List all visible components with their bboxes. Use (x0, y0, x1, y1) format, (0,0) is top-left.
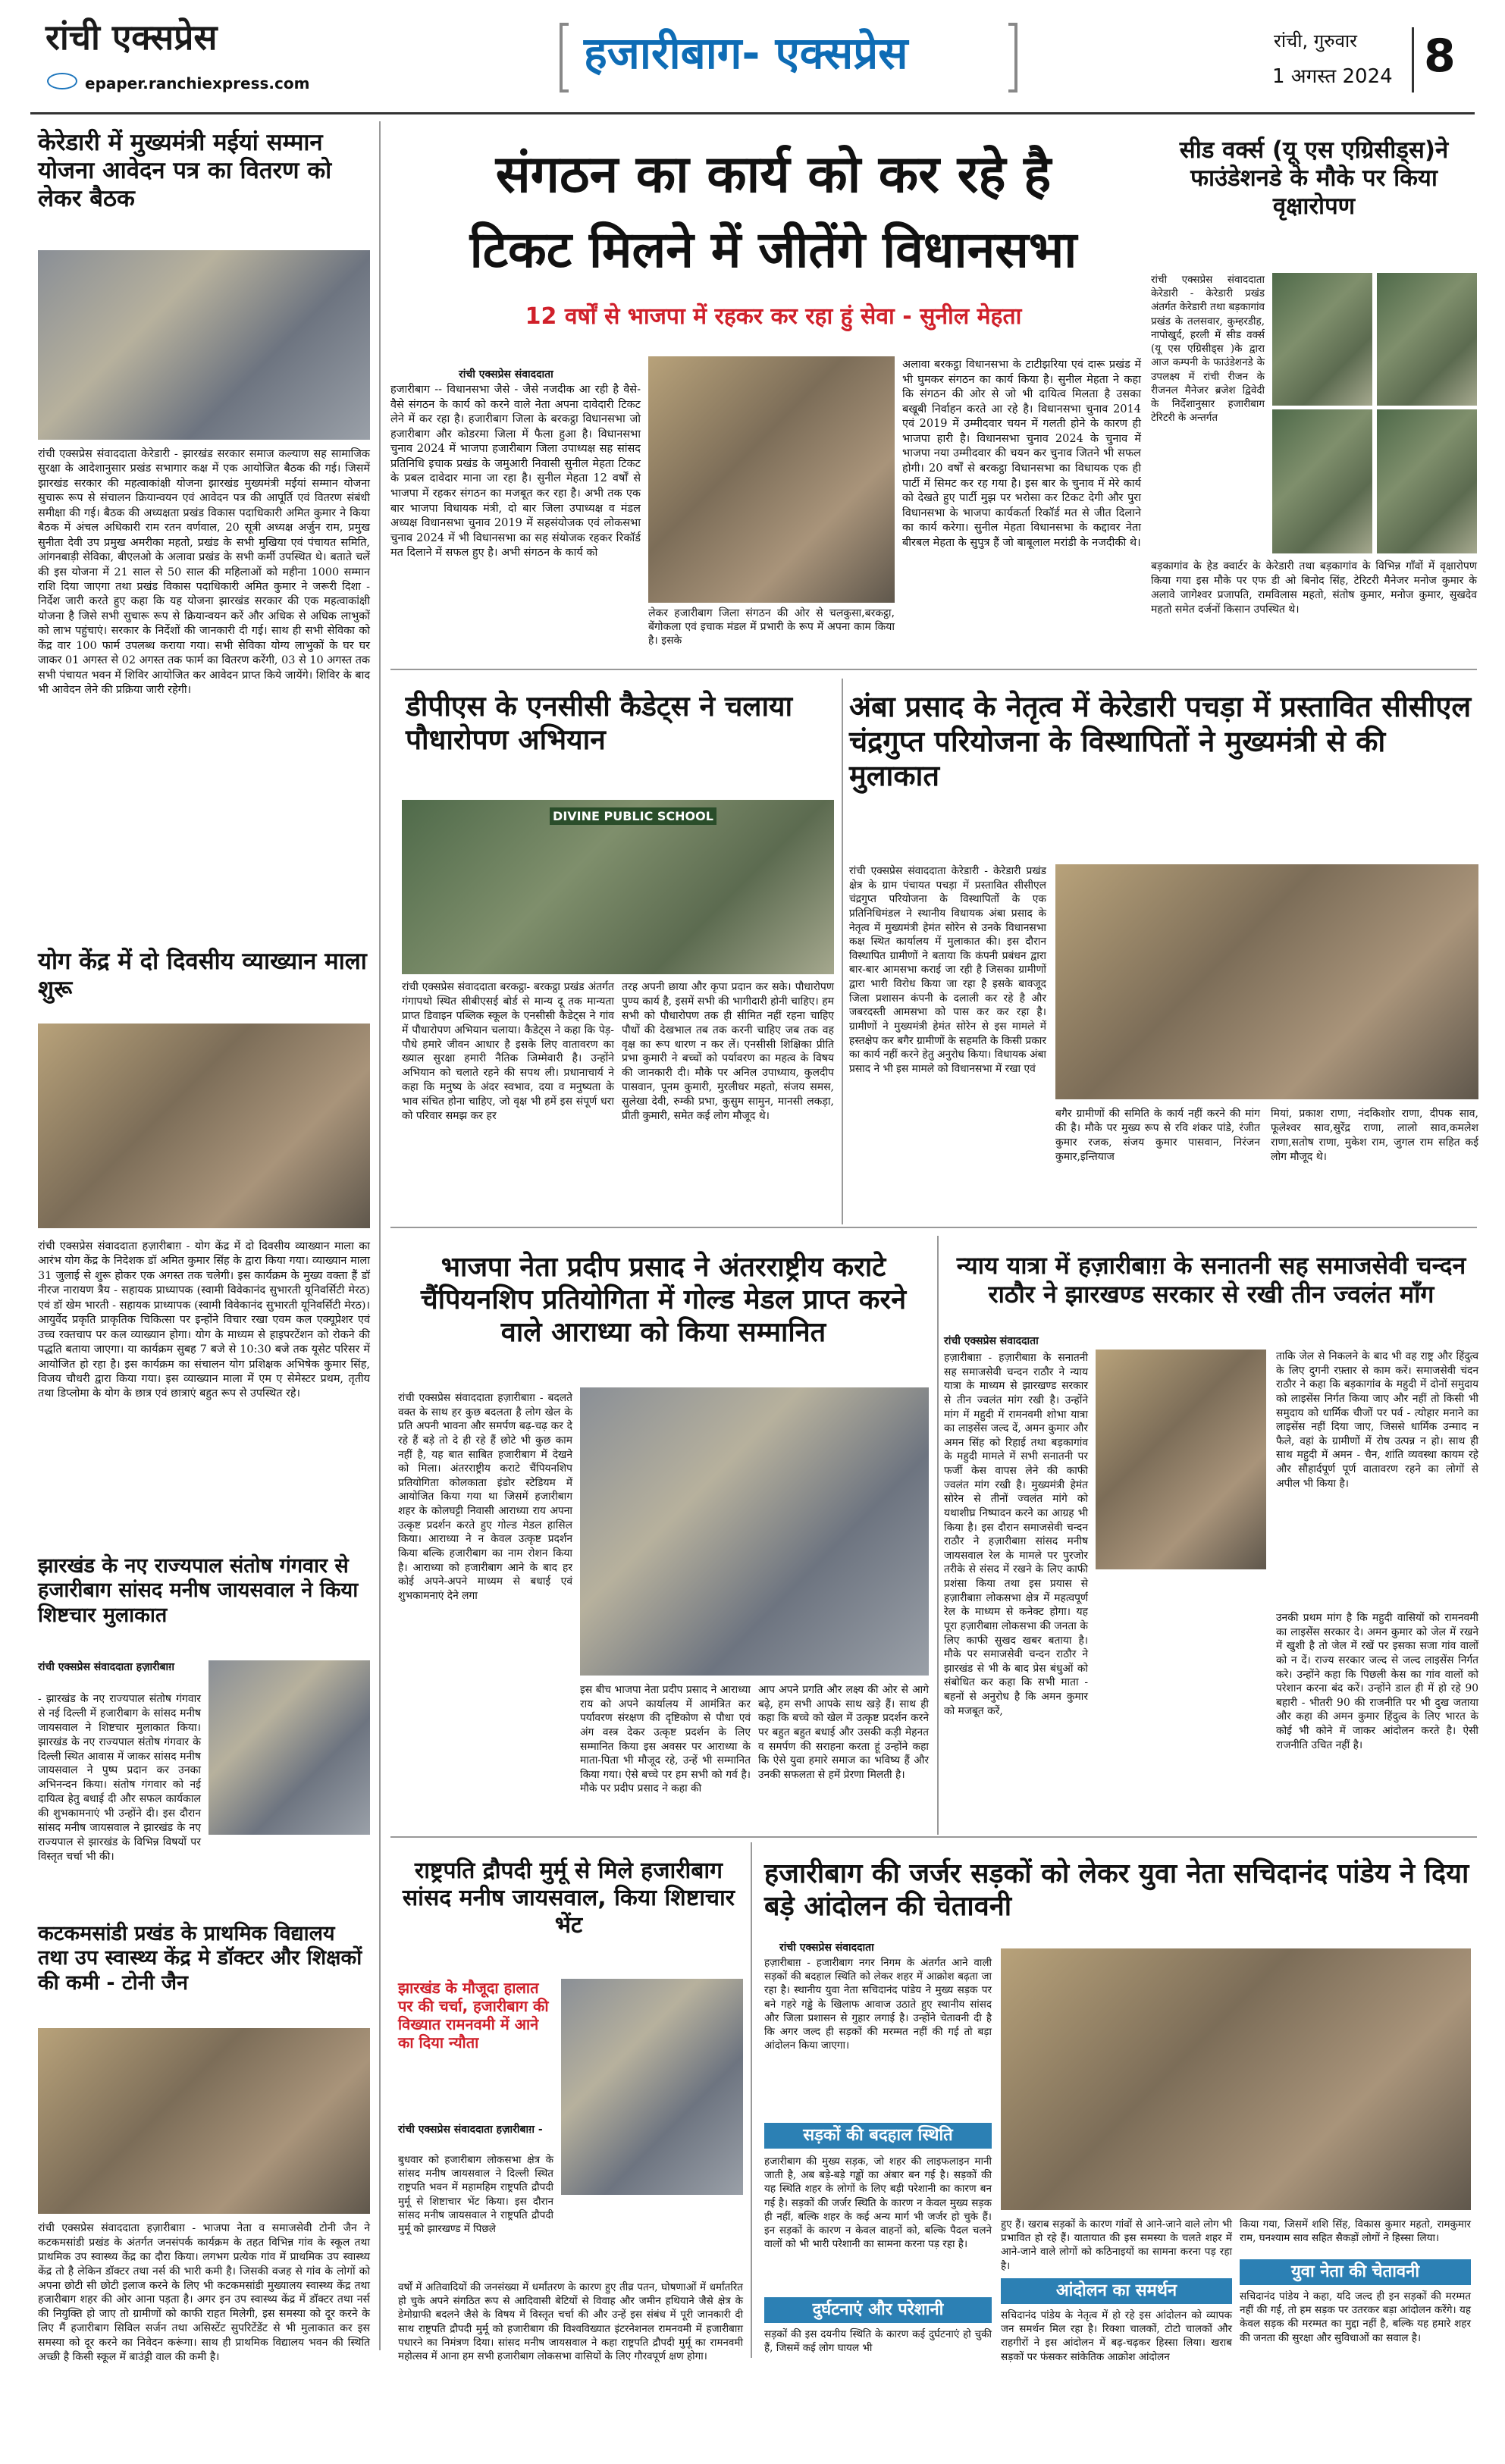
photo-plantation-4 (1377, 409, 1477, 553)
headline-amba: अंबा प्रसाद के नेतृत्व में केरेडारी पचड़ा में प्रस्तावित सीसीएल चंद्रगुप्त परियोजना के विस्थापितों ने मुख्यमंत्री से की मुलाकात (849, 690, 1472, 793)
red-box-highlight: झारखंड के मौजूदा हालात पर की चर्चा, हजारीबाग की विख्यात रामनवमी में आने का दिया न्यौता (398, 1979, 549, 2052)
photo-president-meeting (561, 1979, 743, 2195)
story-keredari-meeting: रांची एक्सप्रेस संवाददाता केरेडारी - झारखंड सरकार समाज कल्याण सह सामाजिक सुरक्षा के आदेशानुसार प्रखंड सभागार कक्ष में एक आयोजित बैठक की गई। जिसमें झारखंड सरकार की महत्वाकांक्षी योजना झारखंड मुख्यमंत्री मईयां सम्मान योजना सुचारू रूप से संचालन क्रियान्वयन एवं आवेदन पत्र की आपूर्ति एवं वितरण संबंधी समीक्षा की गई। बैठक की अध्यक्षता प्रखंड विकास पदाधिकारी अमित कुमार ने किया बैठक में अंचल अधिकारी राम रतन वर्णवाल, 20 सूत्री अध्यक्ष अर्जुन राम, प्रमुख सुनीता देवी उप प्रमुख अमरीका महतो, प्रखंड के सभी मुखिया एवं पंचायत समिति, आंगनबाड़ी सेविका, बीएलओ के अलावा प्रखंड के सभी कर्मी उपस्थित थे। बताते चलें की इस योजना में 21 साल से 50 साल की महिलाओं को महीना 1000 सम्मान राशि दिया जाएगा तथा प्रखंड विकास पदाधिकारी अमित कुमार ने जरूरी दिशा - निर्देश जारी करते हुए कहा कि यह योजना झारखंड सरकार की एक महत्वाकांक्षी योजना है जिसे सभी सुचारू रूप से क्रियान्वयन करें और अधिक से अधिक लाभुकों को लाभ पहुंचाएं। सरकार के निर्देशों की जानकारी दी गई। साथ ही सभी सेविका को केंद्र वार 100 फार्म उपलब्ध कराया गया। सभी सेविका योग्य लाभुकों के घर घर जाकर 01 अगस्त से 02 अगस्त तक फार्म का वितरण करेंगी, 03 से 10 अगस्त तक सभी पंचायत भवन में शिविर आयोजित कर आवेदन प्राप्त किये जायेंगे। शिविर के बाद भी आवेदन लेने की प्रक्रिया जारी रहेगी। (38, 448, 370, 696)
seed-works-story (1151, 121, 1477, 667)
story-karate-col1: रांची एक्सप्रेस संवाददाता हज़ारीबाग़ - बदलते वक्त के साथ हर कुछ बदलता है लोग खेल के प्रति अपनी भावना और समर्पण बढ़-चढ़ कर दे रहे हैं बड़े तो दे ही रहे हैं छोटे भी कुछ काम नहीं है, यह बात साबित हजारीबाग में देखने को मिला। अंतरराष्ट्रीय कराटे चैंपियनशिप प्रतियोगिता कोलकाता इंडोर स्टेडियम में आयोजित किया गया था जिसमें हजारीबाग शहर के कोलघट्टी निवासी आराध्या राय अपना उत्कृष्ट प्रदर्शन करते हुए गोल्ड मेडल हासिल किया। आराध्या ने न केवल उत्कृष्ट प्रदर्शन किया बल्कि हजारीबाग का नाम रोशन किया है। आराध्या को हजारीबाग आने के बाद हर कोई अपने-अपने माध्यम से बधाई एवं शुभकामनाएं देने लगा (398, 1392, 572, 1602)
lead-byline: रांची एक्सप्रेस संवाददाता (459, 368, 553, 381)
headline-karate: भाजपा नेता प्रदीप प्रसाद ने अंतरराष्ट्रीय कराटे चैंपियनशिप प्रतियोगिता में गोल्ड मेडल प्राप्त करने वाले आराध्या को किया सम्मानित (420, 1252, 907, 1349)
byline-roads: रांची एक्सप्रेस संवाददाता (779, 1942, 874, 1954)
karate-story (390, 1236, 933, 1835)
story-nyay-col2b: उनकी प्रथम मांग है कि महुदी वासियों को रामनवमी का लाइसेंस सरकार दे। अमन कुमार को जेल में रखने में खुशी है तो जेल में रखें पर इसका सजा गांव वालों को न दें। राज्य सरकार जल्द से जल्द लाइसेंस निर्गत करे। उन्होंने कहा कि पिछली केस का गांव वालों को परेशान करना बंद करें। उन्होंने डाल ही में हो रहे 90 बहारी - भीतरी 90 की राजनीति पर भी दुख जताया और कहा की अमन कुमार हिंदुत्व के लिए भारत के कोई भी कोने में जाकर आंदोलन करते है। ऐसी राजनीति उचित नहीं है। (1276, 1612, 1478, 1751)
lead-col1: हजारीबाग -- विधानसभा जैसे - जैसे नजदीक आ रही है वैसे- वैसे संगठन के कार्य को करने वाले नेता अपना दावेदारी टिकट लेने में कर रहा है। हजारीबाग जिला के बरकट्ठा विधानसभा जो हजारीबाग और कोडरमा जिला में फैला हुआ है। विधानसभा चुनाव 2024 में भाजपा हजारीबाग जिला उपाध्यक्ष सह सांसद प्रतिनिधि इचाक प्रखंड के जमुआरी निवासी सुनील मेहता टिकट के प्रबल दावेदार माना जा रहा है। सुनील मेहता 12 वर्षों से भाजपा में रहकर संगठन का मजबूत कर रहा है। अभी तक एक बार भाजपा विधायक मंत्री, दो बार जिला उपाध्यक्ष व मंडल अध्यक्ष विधानसभा चुनाव 2019 में सहसंयोजक एवं लोकसभा चुनाव 2024 में भी विधानसभा का सह संयोजक रहकर रिकॉर्ड मत दिलाने में सफल हुए है। अभी संगठन के कार्य को (390, 384, 641, 560)
headline-yoga: योग केंद्र में दो दिवसीय व्याख्यान माला शुरू (38, 948, 367, 1004)
story-yoga: रांची एक्सप्रेस संवाददाता हज़ारीबाग़ - योग केंद्र में दो दिवसीय व्याख्यान माला का आरंभ योग केंद्र के निदेशक डॉ अमित कुमार सिंह के द्वारा किया गया। व्याख्यान माला 31 जुलाई से शुरू होकर एक अगस्त तक चलेगी। इस कार्यक्रम के मुख्य वक्ता हैं डॉ नीरज नारायण त्रैय - सहायक प्राध्यापक (स्वामी विवेकानंद सुभारती यूनिवर्सिटी मेरठ) एवं डॉ खेम भारती - सहायक प्राध्यापक (स्वामी विवेकानंद सुभारती यूनिवर्सिटी मेरठ)। आयुर्वेद प्रकृति प्राकृतिक चिकित्सा पर इन्होंने विचार रखा एवम कल एक्यूप्रेशर एवं उच्च रक्तचाप पर कल व्याख्यान होगा। योग के माध्यम से हाइपरटेंशन को रोकने की पद्धति बताया जाएगा। या कार्यक्रम सुबह 7 बजे से 10:30 बजे तक यूसेट परिसर में आयोजित हो रहा है। इस कार्यक्रम का संचालन योग प्रशिक्षक अभिषेक कुमार सिंह, विजय चौधरी द्वारा किया गया। इस व्याख्यान माला में एम ए सेमेस्टर प्रथम, तृतीय तथा डिप्लोमा के योग के छात्र एवं छात्राएं बहुत रूप से उपस्थित रहे। (38, 1240, 370, 1400)
story-president-full: वर्षों में अतिवादियों की जनसंख्या में धर्मांतरण के कारण हुए तीव्र पतन, घोषणाओं में धर्मांतरित हो चुके अपने संगठित रूप से आदिवासी बेटियों से विवाह और जमीन हथियाने जैसे क्षेत्र के डेमोग्राफी बदलने जैसे के विषय में विस्तृत चर्चा की और उन्हें इस संबंध में पूरी जानकारी दी साथ राष्ट्रपति द्रौपदी मुर्मू को हजारीबाग की विश्वविख्यात इंटरनेशनल रामनवमी में हजारीबाग़ पधारने का निमंत्रण दिया। सांसद मनीष जायसवाल ने कहा राष्ट्रपति द्रौपदी मुर्मू का रामनवमी महोत्सव में आना हम सभी हजारीबाग लोकसभा वासियों के लिए गौरवपूर्ण क्षण होगा। (398, 2281, 743, 2363)
section-title: हजारीबाग- एक्सप्रेस (584, 27, 908, 79)
story-nyay-col1: हज़ारीबाग़ - हज़ारीबाग़ के सनातनी सह समाजसेवी चन्दन राठौर ने न्याय यात्रा के माध्यम से झारखण्ड सरकार से तीन ज्वलंत मांग रखी है। उन्होंने मांग में महुदी में रामनवमी शोभा यात्रा का लाइसेंस जल्द दें, अमन कुमार और अमन सिंह को रिहाई तथा बड़कागांव के महुदी मामले में सभी सनातनी पर फर्जी केस वापस लेने की काफी ज्वलंत मांग रखी है। मुख्यमंत्री हेमंत सोरेन से तीनों ज्वलंत मांगे को यथाशीघ्र निष्पादन करने का आग्रह भी किया है। इस दौरान समाजसेवी चन्दन राठौर ने हज़ारीबाग़ सांसद मनीष जायसवाल रेल के मामले पर पुरजोर तरीके से संसद में रखने के लिए काफी प्रशंसा किया तथा इस प्रयास से हज़ारीबाग़ लोकसभा क्षेत्र में महत्वपूर्ण रेल के माध्यम से कनेक्ट होगा। यह पूरा हज़ारीबाग़ लोकसभा की जनता के लिए काफी सुखद खबर बताया है। मौके पर समाजसेवी चन्दन राठौर ने झारखंड से भी के बाद प्रेस बंधुओं को संबोधित कर कहा कि सभी माता - बहनों से अनुरोध है कि अमन कुमार को मजबूत करें, (944, 1352, 1088, 1717)
story-roads-col2: हुए हैं। खराब सड़कों के कारण गांवों से आने-जाने वाले लोग भी प्रभावित हो रहे हैं। यातायात की इस समस्या के चलते शहर में आने-जाने वाले लोगों को कठिनाइयों का सामना करना पड़ रहा है। (1001, 2218, 1232, 2272)
story-nyay-col2a: ताकि जेल से निकलने के बाद भी वह राष्ट्र और हिंदुत्व के लिए दुगनी रफ़्तार से काम करें। समाजसेवी चंदन राठौर ने कहा कि बड़कागांव के महुदी में दोनों समुदाय को लाइसेंस निर्गत किया जाए और नहीं तो किसी भी समुदाय को धार्मिक चीजों पर पर्व - त्योहार मनाने का लाइसेंस नहीं दिया जाए, जिससे धार्मिक उन्माद न फैले, वहां के ग्रामीणों में रोष उत्पन्न न हो। साथ ही साथ महुदी में अमन - चैन, शांति व्यवस्था कायम रहे और सौहार्दपूर्ण पूर्ण वातावरण रहने का लोगों से अपील भी किया है। (1276, 1350, 1478, 1490)
page-number: 8 (1424, 30, 1456, 83)
logo: रांची एक्सप्रेस (45, 17, 218, 58)
photo-ncc-cadets (402, 800, 834, 974)
lead-photo-caption: लेकर हजारीबाग जिला संगठन की ओर से चलकुसा,बरकट्ठा, बेंगोकला एवं इचाक मंडल में प्रभारी के रूप में अपना काम किया है। इसके (648, 607, 895, 647)
photo-cm-meeting (1055, 864, 1478, 1099)
column-rule-karate (937, 1236, 939, 1835)
byline-governor: रांची एक्सप्रेस संवाददाता हज़ारीबाग़ (38, 1661, 174, 1673)
story-katkamsandi: रांची एक्सप्रेस संवाददाता हज़ारीबाग़ - भाजपा नेता व समाजसेवी टोनी जैन ने कटकमसांडी प्रखंड के अंतर्गत जनसंपर्क कार्यक्रम के तहत विभिन्न गांव के स्कूल तथा प्राथमिक उप स्वास्थ्य केंद्र का दौरा किया। लगभग प्रत्येक गांव में प्राथमिक उप स्वास्थ्य केंद्र तो है लेकिन डॉक्टर तथा नर्स की भारी कमी है। जिसकी वजह से गांव के लोगों को अपना छोटी सी छोटी इलाज करने के लिए भी कटकमसांडी मुख्यालय स्वास्थ्य केंद्र तथा हजारीबाग शहर की ओर आना पड़ता है। अगर इन उप स्वास्थ्य केंद्र में डॉक्टर तथा नर्स की नियुक्ति हो जाए तो ग्रामीणों को काफी राहत मिलेगी, इस समस्या को दूर करने के लिए मैं हजारीबाग सिविल सर्जन तथा असिस्टेंट सुपरिटेंडेंट से भी मुलाकात कर इस समस्या को दूर करने का निवेदन करूंगा। साथ ही प्राथमिक विद्यालय भवन की स्थिति अच्छी है किसी स्कूल में बाउंड्री वाल की कमी है। (38, 2222, 370, 2364)
column-rule-mid (842, 679, 843, 1224)
lead-headline-2: टिकट मिलने में जीतेंगे विधानसभा (469, 221, 1077, 279)
logo-mark-icon (47, 73, 77, 89)
headline-governor: झारखंड के नए राज्यपाल संतोष गंगवार से हजारीबाग सांसद मनीष जायसवाल ने किया शिष्टचार मुलाकात (38, 1554, 359, 1627)
headline-dps: डीपीएस के एनसीसी कैडेट्स ने चलाया पौधारोपण अभियान (406, 690, 793, 757)
story-roads-col3: किया गया, जिसमें शशि सिंह, विकास कुमार महतो, रामकुमार राम, घनश्याम साव सहित सैकड़ों लोगों ने हिस्सा लिया। (1240, 2218, 1471, 2245)
label-accidents: दुर्घटनाएं और परेशानी (764, 2297, 992, 2323)
story-roads-col2b: सचिदानंद पांडेय के नेतृत्व में हो रहे इस आंदोलन को व्यापक जन समर्थन मिल रहा है। रिक्शा चालकों, टोटो चालकों और राहगीरों ने इस आंदोलन में बढ़-चढ़कर हिस्सा लिया। खराब सड़कों पर फंसकर सांकेतिक आक्रोश आंदोलन (1001, 2309, 1232, 2363)
story-roads-col3b: सचिदानंद पांडेय ने कहा, यदि जल्द ही इन सड़कों की मरम्मत नहीं की गई, तो हम सड़क पर उतरकर बड़ा आंदोलन करेंगे। यह केवल सड़क की मरम्मत का मुद्दा नहीं है, बल्कि यह हमारे शहर की जनता की सुरक्षा और सुविधाओं का सवाल है। (1240, 2290, 1471, 2344)
story-nyay-col1-lower (944, 1607, 1266, 1827)
byline-president: रांची एक्सप्रेस संवाददाता हज़ारीबाग़ - (398, 2124, 543, 2136)
photo-meeting (38, 250, 370, 440)
headline-president: राष्ट्रपति द्रौपदी मुर्मू से मिले हजारीबाग सांसद मनीष जायसवाल, किया शिष्टाचार भेंट (402, 1857, 735, 1939)
headline-katkamsandi: कटकमसांडी प्रखंड के प्राथमिक विद्यालय तथा उप स्वास्थ्य केंद्र मे डॉक्टर और शिक्षकों की कमी - टोनी जैन (38, 1922, 362, 1995)
story-amba-col2: बगैर ग्रामीणों की समिति के कार्य नहीं करने की मांग की है। मौके पर मुख्य रूप से रवि शंकर पांडे, रंजीत कुमार रजक, संजय कुमार पासवान, निरंजन कुमार,इन्तियाज (1055, 1108, 1260, 1163)
amba-story (849, 679, 1478, 1224)
story-governor: - झारखंड के नए राज्यपाल संतोष गंगवार से नई दिल्ली में हजारीबाग के सांसद मनीष जायसवाल ने शिष्टचार मुलाकात किया। झारखंड के नए राज्यपाल संतोष गंगवार के दिल्ली स्थित आवास में जाकर सांसद मनीष जायसवाल ने पुष्प प्रदान कर उनका अभिनन्दन किया। संतोष गंगवार को नई दायित्व हेतु बधाई दी और सफल कार्यकाल की शुभकामनाएं भी उन्होंने दी। इस दौरान सांसद मनीष जायसवाल ने झारखंड के नए राज्यपाल से झारखंड के विभिन्न विषयों पर विस्तृत चर्चा भी की। (38, 1693, 201, 1863)
headline-nyay: न्याय यात्रा में हज़ारीबाग़ के सनातनी सह समाजसेवी चन्दन राठौर ने झारखण्ड सरकार से रखी तीन ज्वलंत माँग (956, 1251, 1466, 1309)
epaper-url[interactable]: epaper.ranchiexpress.com (85, 74, 310, 92)
story-dps-col1: रांची एक्सप्रेस संवाददाता बरकट्ठा- बरकट्ठा प्रखंड अंतर्गत गंगापथो स्थित सीबीएसई बोर्ड से मान्य दू तक मान्यता प्राप्त डिवाइन पब्लिक स्कूल के एनसीसी कैडेट्स ने गांव में पौधारोपण अभियान चलाया। कैडेट्स ने कहा कि पेड़- पौधे हमारे जीवन आधार है इसके लिए वातावरण का ख्याल सुरक्षा हमारी नैतिक जिम्मेवारी है। उन्होंने अभियान को चलाते रहने की सपथ ली। प्रधानाचार्य ने कहा कि मनुष्य के अंदर स्वभाव, दया व मनुष्यता के भाव संचित होना चाहिए, जो वृक्ष भी हमें इस संपूर्ण धरा को परिवार समझ कर हर (402, 981, 614, 1123)
rule-mid-row (390, 1227, 1477, 1228)
nyay-story (944, 1236, 1478, 1835)
story-president-narrow: बुधवार को हजारीबाग लोकसभा क्षेत्र के सांसद मनीष जायसवाल ने दिल्ली स्थित राष्ट्रपति भवन में महामहिम राष्ट्रपति द्रौपदी मुर्मू से शिष्टाचार भेंट किया। इस दौरान सांसद मनीष जायसवाल ने राष्ट्रपति द्रौपदी मुर्मू को झारखण्ड में पिछले (398, 2154, 553, 2236)
left-column (38, 121, 370, 2364)
byline-nyay: रांची एक्सप्रेस संवाददाता (944, 1335, 1039, 1347)
dps-story (390, 679, 838, 1224)
story-seed-works-bottom: बड़कागांव के हेड क्वार्टर के केरेडारी तथा बड़कागांव के विभिन्न गाँवों में वृक्षारोपण किया गया इस मौके पर एफ डी ओ बिनोद सिंह, टेरिटरी मैनेजर मनोज कुमार के अलावे जागेश्वर प्रजापति, रामविलास महतो, संतोष कुमार, मनोज कुमार, सुखदेव महतो समेत दर्जनों किसान उपस्थित थे। (1151, 560, 1477, 616)
story-karate-col2: इस बीच भाजपा नेता प्रदीप प्रसाद ने आराध्या राय को अपने कार्यालय में आमंत्रित कर पर्यावरण संरक्षण की दृष्टिकोण से पौधा एवं अंग वस्त्र देकर उत्कृष्ट प्रदर्शन के लिए सम्मानित किया इस अवसर पर आराध्या के माता-पिता भी मौजूद रहे, उन्हें भी सम्मानित किया गया। ऐसे बच्चे पर हम सभी को गर्व है। मौके पर प्रदीप प्रसाद ने कहा की (580, 1684, 751, 1795)
section-bracket-left (560, 23, 569, 92)
headline-keredari-meeting: केरेडारी में मुख्यमंत्री मईयां सम्मान योजना आवेदन पत्र का वितरण को लेकर बैठक (38, 129, 332, 213)
divider-vertical (1412, 27, 1414, 92)
story-roads-body2: सड़कों की इस दयनीय स्थिति के कारण कई दुर्घटनाएं हो चुकी हैं, जिसमें कई लोग घायल भी (764, 2328, 992, 2355)
photo-karate-award (580, 1387, 929, 1676)
photo-katkamsandi (38, 2028, 370, 2214)
photo-governor (209, 1660, 370, 1835)
column-rule-president (751, 1842, 752, 2358)
photo-sunil-mehta (648, 356, 895, 603)
section-bracket-right (1008, 23, 1017, 92)
headline-seed-works: सीड वर्क्स (यू एस एग्रिसीड्स)ने फाउंडेशनडे के मौके पर किया वृक्षारोपण (1179, 136, 1449, 221)
story-roads-body1: हजारीबाग की मुख्य सड़क, जो शहर की लाइफलाइन मानी जाती है, अब बड़े-बड़े गड्ढों का अंबार बन गई है। सड़कों की यह स्थिति शहर के लोगों के लिए बड़ी परेशानी का कारण बन गई है। सड़कों की जर्जर स्थिति के कारण न केवल मुख्य सड़क ही नहीं, बल्कि शहर के कई अन्य मार्ग भी जर्जर हो चुके हैं। इन सड़कों के कारण न केवल वाहनों को, बल्कि पैदल चलने वालों को भी भारी परेशानी का सामना करना पड़ रहा है। (764, 2155, 992, 2251)
city-day: रांची, गुरुवार (1274, 30, 1357, 52)
story-dps-col2: तरह अपनी छाया और कृपा प्रदान कर सके। पौधारोपण पुण्य कार्य है, इसमें सभी की भागीदारी होनी चाहिए। हम सभी को पौधारोपण तक ही सीमित नहीं रहना चाहिए पौधों की देखभाल तब तक करनी चाहिए जब तक वह वृक्ष का रूप धारण न कर लें। एनसीसी शिक्षिका प्रीति प्रभा कुमारी ने बच्चों को पर्यावरण का महत्व के विषय की जानकारी दी। मौके पर अनिल उपाध्याय, कुलदीप पासवान, पूनम कुमारी, मुरलीधर महतो, संजय समस, सुलेखा देवी, रुम्की प्रभा, कुसुम सामुन, मानसी लकड़ा, प्रीती कुमारी, समेत कई लोग मौजूद थे। (622, 981, 834, 1123)
rule-lower-row (390, 1836, 1477, 1838)
lead-subhead: 12 वर्षों से भाजपा में रहकर कर रहा हुं सेवा - सुनील मेहता (525, 303, 1022, 330)
story-seed-works-top: रांची एक्सप्रेस संवाददाता केरेडारी - केरेडारी प्रखंड अंतर्गत केरेडारी तथा बड़कागांव प्रखंड के तलसवार, कुम्हरडीह, नापोखुर्द, हरली में सीड वर्क्स (यू एस एग्रिसीड्स )के द्वारा आज कम्पनी के फाउंडेशनडे के उपलक्ष्य में रांची रीजन के रीजनल मैनेजर ब्रजेश द्विवेदी के निर्देशानुसार हजारीबाग टेरिटरी के अन्तर्गत (1151, 274, 1265, 425)
rule-under-lead (390, 669, 1477, 670)
date: 1 अगस्त 2024 (1272, 65, 1393, 88)
lead-headline-1: संगठन का कार्य को कर रहे है (495, 145, 1052, 205)
school-sign: DIVINE PUBLIC SCHOOL (550, 807, 716, 825)
label-support: आंदोलन का समर्थन (1001, 2278, 1232, 2304)
president-story (390, 1842, 747, 2363)
photo-plantation-1 (1272, 273, 1372, 406)
photo-plantation-3 (1272, 409, 1372, 553)
label-warning: युवा नेता की चेतावनी (1240, 2259, 1471, 2285)
lead-story (390, 121, 1141, 667)
story-karate-col3: आप अपने प्रगति और लक्ष्य की ओर से आगे बढ़े, हम सभी आपके साथ खड़े हैं। साथ ही कहा कि बच्चे को खेल में उत्कृष्ट प्रदर्शन करने पर बहुत बहुत बधाई और उसकी कड़ी मेहनत व समर्पण की सराहना करता हूं उन्होंने कहा कि ऐसे युवा हमारे समाज का भविष्य हैं और उनकी सफलता से हमें प्रेरणा मिलती है। (758, 1684, 929, 1781)
photo-plantation-2 (1377, 273, 1477, 406)
story-amba: रांची एक्सप्रेस संवाददाता केरेडारी - केरेडारी प्रखंड क्षेत्र के ग्राम पंचायत पचड़ा में प्रस्तावित सीसीएल चंद्रगुप्त परियोजना के विस्थापितों के एक प्रतिनिधिमंडल ने स्थानीय विधायक अंबा प्रसाद के नेतृत्व में मुख्यमंत्री हेमंत सोरेन से उनके विधानसभा कक्ष स्थित कार्यालय में मुलाकात की। इस दौरान विस्थापित ग्रामीणों ने बताया कि कंपनी प्रबंधन द्वारा बार-बार आमसभा कराई जा रही है जिसका ग्रामीणों द्वारा भारी विरोध किया जा रहा है इसके बावजूद जिला प्रशासन कंपनी के दलाली कर रहे है और जबरदस्ती आमसभा को पास कर कर रहा है। ग्रामीणों ने मुख्यमंत्री हेमंत सोरेन से इस मामले में हस्तक्षेप कर बगैर ग्रामीणों के सहमति के किसी प्रकार का कार्य नहीं करने हेतु अनुरोध किया। विधायक अंबा प्रसाद ने भी इस मामले को विधानसभा में रखा एवं (849, 865, 1046, 1075)
story-roads-intro: हज़ारीबाग़ - हजारीबाग नगर निगम के अंतर्गत आने वाली सड़कों की बदहाल स्थिति को लेकर शहर में आक्रोश बढ़ता जा रहा है। स्थानीय युवा नेता सचिदानंद पांडेय ने मुख्य सड़क पर बने गहरे गड्ढे के खिलाफ आवाज उठाते हुए स्थानीय सांसद और जिला प्रशासन से गुहार लगाई है। उन्होंने चेतावनी दी है कि अगर जल्द ही सड़कों की मरम्मत नहीं की गई तो बड़ा आंदोलन किया जाएगा। (764, 1957, 992, 2052)
story-amba-col3: मियां, प्रकाश राणा, नंदकिशोर राणा, दीपक साव, फूलेश्वर साव,सुरेंद्र राणा, लालो साव,कमलेश राणा,सतोष राणा, मुकेश राम, जुगल राम सहित कई लोग मौजूद थे। (1271, 1108, 1478, 1163)
roads-story (757, 1842, 1478, 2363)
label-road-condition: सड़कों की बदहाल स्थिति (764, 2123, 992, 2149)
lead-col3: अलावा बरकट्ठा विधानसभा के टाटीझरिया एवं दारू प्रखंड में भी घुमकर संगठन का कार्य किया है। सुनील मेहता ने कहा कि संगठन की ओर से जो भी दायित्व मिलता है उसका बखूबी निर्वाहन करते आ रहे है। विधानसभा चुनाव 2014 एवं 2019 में उम्मीदवार चयन में गलती होने के कारण ही भाजपा हारी है। विधानसभा चुनाव 2024 के चुनाव में भाजपा नया उम्मीदवार की चयन कर चुनाव जितने भी सफल होगी। 20 वर्षों से बरकट्ठा विधानसभा का विधायक एक ही पार्टी में सिमट कर रह गया है। इस बार के चुनाव में मेरे कार्य को देखते हुए पार्टी मुझ पर भरोसा कर टिकट देगी और पुरा विधानसभा के भाजपा कार्यकर्ता रिकॉर्ड मत से जीत दिलाने का कार्य करेगा। सुनील मेहता विधानसभा के कद्दावर नेता बीरबल मेहता के सुपुत्र हैं जो बाबूलाल मरांडी के नजदीकी थे। (902, 359, 1141, 549)
photo-yoga (38, 1024, 370, 1228)
photo-sachidanand (1001, 1948, 1471, 2210)
headline-roads: हजारीबाग की जर्जर सड़कों को लेकर युवा नेता सचिदानंद पांडेय ने दिया बड़े आंदोलन की चेतावनी (764, 1858, 1469, 1923)
photo-chandan-rathore (1096, 1350, 1266, 1569)
column-rule-left (379, 121, 381, 2350)
masthead-rule (30, 112, 1475, 114)
masthead (0, 0, 1505, 112)
